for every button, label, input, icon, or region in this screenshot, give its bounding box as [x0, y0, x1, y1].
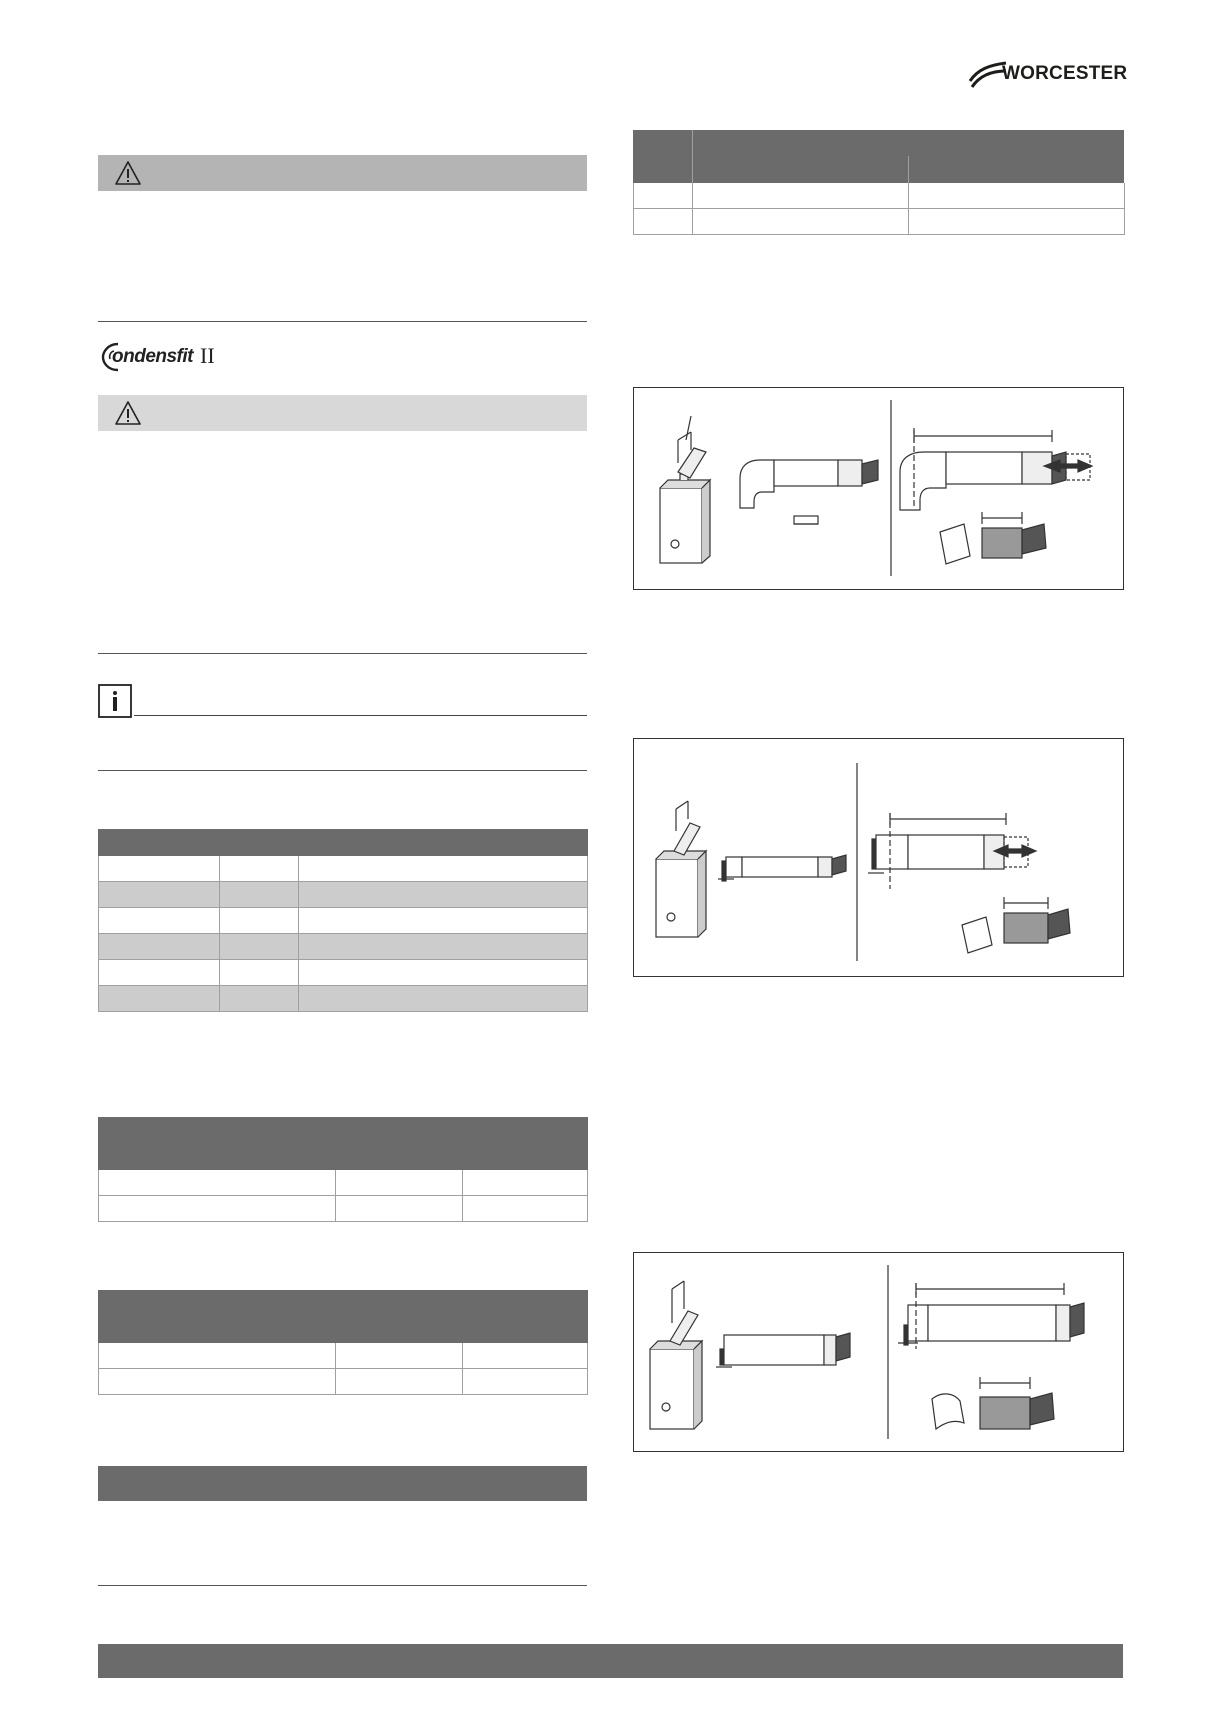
table-header-row	[99, 830, 588, 856]
table-row	[633, 209, 1125, 235]
page-footer-bar	[98, 1644, 1123, 1678]
table-header	[633, 130, 1124, 183]
table-row	[99, 934, 588, 960]
condensfit-numeral: II	[200, 343, 215, 368]
condensfit-logo	[100, 340, 230, 376]
spec-table-1	[98, 829, 588, 1012]
flue-figure-3	[633, 1252, 1124, 1452]
table-row	[99, 908, 588, 934]
info-icon	[98, 684, 134, 718]
section-divider	[98, 653, 587, 654]
flue-figure-2	[633, 738, 1124, 977]
section-header-bar	[98, 1466, 587, 1501]
table-row	[99, 882, 588, 908]
table-row	[99, 1369, 588, 1395]
spec-table-2	[98, 1117, 588, 1222]
warning-bar-2	[98, 395, 587, 431]
table-row	[99, 1196, 588, 1222]
section-divider	[98, 770, 587, 771]
table-row	[99, 960, 588, 986]
spec-table-3	[98, 1290, 588, 1395]
table-row	[99, 856, 588, 882]
flue-figure-1	[633, 387, 1124, 590]
section-divider	[98, 1585, 587, 1586]
table-row	[99, 986, 588, 1012]
table-header-row	[99, 1118, 588, 1170]
table-header-row	[99, 1291, 588, 1343]
info-underline	[134, 715, 587, 716]
condensfit-logo-text: ondensfit	[112, 346, 193, 367]
warning-triangle-icon	[114, 160, 142, 186]
worcester-logo	[968, 57, 1128, 91]
warning-bar-1	[98, 155, 587, 191]
spec-table-top-right	[633, 130, 1124, 235]
warning-triangle-icon	[114, 400, 142, 426]
section-divider	[98, 321, 587, 322]
worcester-logo-text: WORCESTER	[1002, 63, 1128, 84]
table-row	[99, 1170, 588, 1196]
table-row	[633, 183, 1125, 209]
table-row	[99, 1343, 588, 1369]
